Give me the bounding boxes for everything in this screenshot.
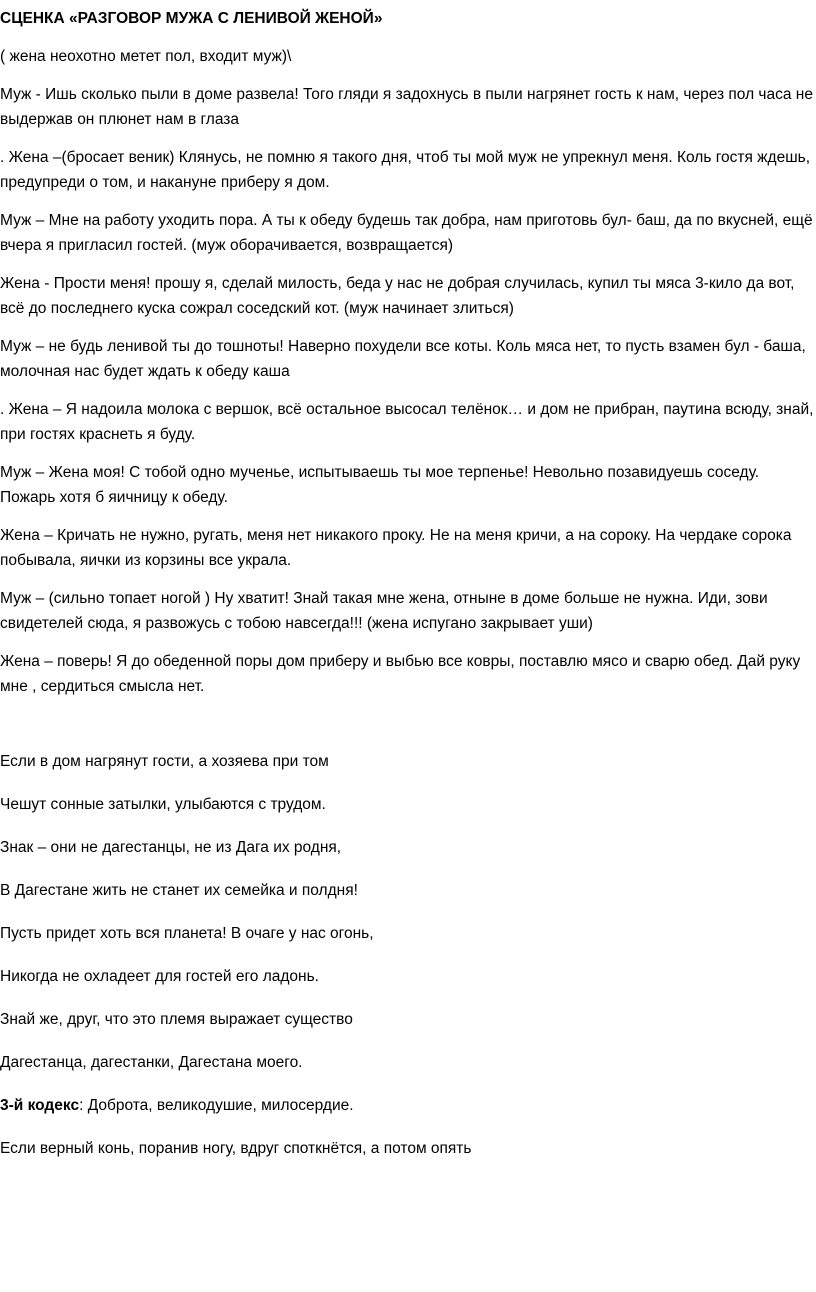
verse-line: Знак – они не дагестанцы, не из Дага их родня, — [0, 839, 342, 856]
dialogue-paragraph: Муж – (сильно топает ногой ) Ну хватит! Знай такая мне жена, отныне в доме больше не нужна. Иди, зови свидетелей сюда, я развожусь с тобою навсегда!!! (жена испугано закрывает уши) — [0, 590, 768, 632]
codex-label: 3-й кодекс — [0, 1097, 80, 1114]
dialogue-paragraph: . Жена – Я надоила молока с вершок, всё остальное высосал телёнок… и дом не прибран, паутина всюду, знай, при гостях краснеть я буду. — [0, 401, 814, 443]
dialogue-paragraph: Муж – Мне на работу уходить пора. А ты к обеду будешь так добра, нам приготовь бул- баш, да по вкусней, ещё вчера я пригласил гостей. (муж оборачивается, возвращается) — [0, 212, 813, 254]
verse-line: Дагестанца, дагестанки, Дагестана моего. — [0, 1054, 303, 1071]
verse-line: В Дагестане жить не станет их семейка и полдня! — [0, 882, 358, 899]
verse-line: Если в дом нагрянут гости, а хозяева при том — [0, 753, 329, 770]
verse-line: Знай же, друг, что это племя выражает существо — [0, 1011, 353, 1028]
stage-direction: ( жена неохотно метет пол, входит муж)\ — [0, 48, 292, 65]
verse-line: Чешут сонные затылки, улыбаются с трудом. — [0, 796, 326, 813]
dialogue-paragraph: Муж – Жена моя! С тобой одно мученье, испытываешь ты мое терпенье! Невольно позавидуешь соседу. Пожарь хотя б яичницу к обеду. — [0, 464, 760, 506]
dialogue-paragraph: Муж - Ишь сколько пыли в доме развела! Того гляди я задохнусь в пыли нагрянет гость к нам, через пол часа не выдержав он плюнет нам в глаза — [0, 86, 813, 128]
blank-spacer — [0, 712, 816, 749]
verse-line: Никогда не охладеет для гостей его ладонь. — [0, 968, 319, 985]
document-title: СЦЕНКА «РАЗГОВОР МУЖА С ЛЕНИВОЙ ЖЕНОЙ» — [0, 10, 383, 27]
verse-line: Пусть придет хоть вся планета! В очаге у нас огонь, — [0, 925, 374, 942]
codex-line — [0, 1093, 816, 1118]
dialogue-paragraph: Жена - Прости меня! прошу я, сделай милость, беда у нас не добрая случилась, купил ты мяса 3-кило да вот, всё до последнего куска сожрал соседский кот. (муж начинает злиться) — [0, 275, 795, 317]
verse-line: Если верный конь, поранив ногу, вдруг споткнётся, а потом опять — [0, 1140, 472, 1157]
dialogue-paragraph: . Жена –(бросает веник) Клянусь, не помню я такого дня, чтоб ты мой муж не упрекнул меня. Коль гостя ждешь, предупреди о том, и накануне приберу я дом. — [0, 149, 811, 191]
dialogue-paragraph: Муж – не будь ленивой ты до тошноты! Наверно похудели все коты. Коль мяса нет, то пусть взамен бул - баша, молочная нас будет ждать к обеду каша — [0, 338, 806, 380]
dialogue-paragraph: Жена – Кричать не нужно, ругать, меня нет никакого проку. Не на меня кричи, а на сороку. На чердаке сорока побывала, яички из корзины все украла. — [0, 527, 792, 569]
dialogue-paragraph: Жена – поверь! Я до обеденной поры дом приберу и выбью все ковры, поставлю мясо и сварю обед. Дай руку мне , сердиться смысла нет. — [0, 653, 801, 695]
codex-text: : Доброта, великодушие, милосердие. — [79, 1097, 354, 1114]
